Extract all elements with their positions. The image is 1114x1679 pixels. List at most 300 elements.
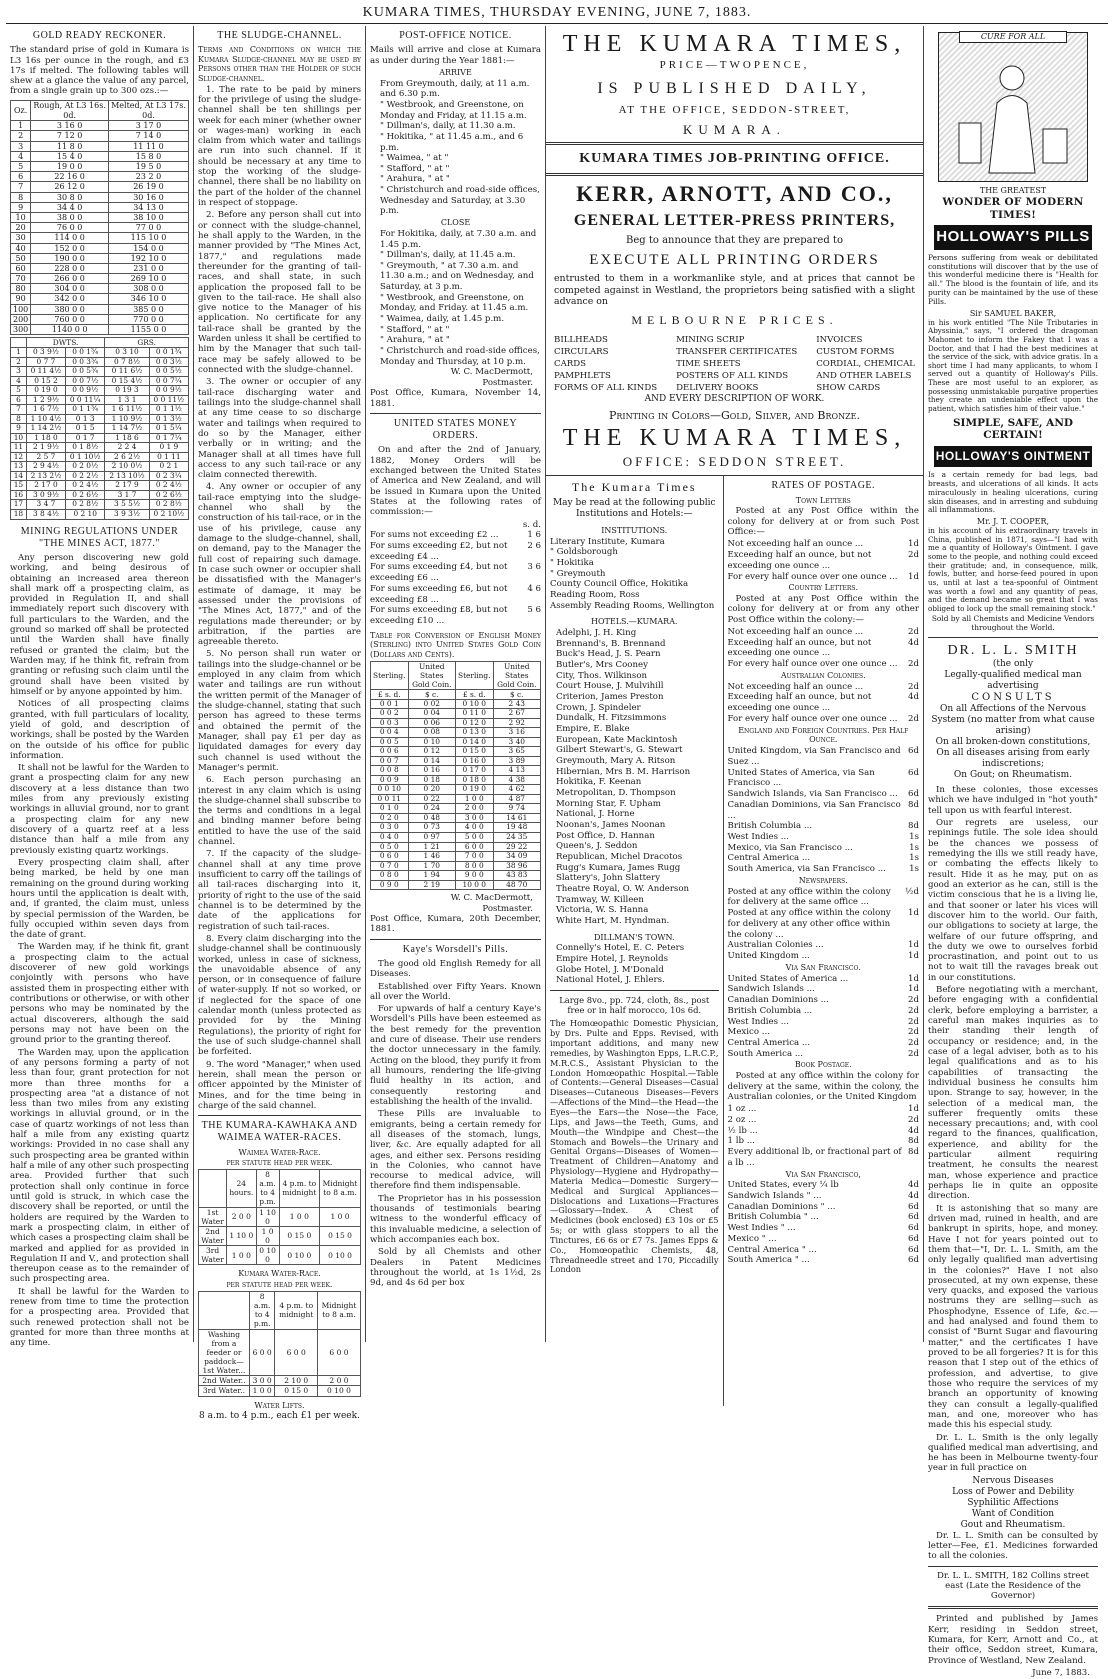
sf2-rate-label: United States, every ¼ lb — [727, 1180, 839, 1191]
town-rate-value: 1d — [908, 571, 919, 582]
book-rate-value: 1d — [908, 1104, 919, 1115]
waimea-row-cell: 2nd Water — [199, 1226, 227, 1245]
book-intro: Posted at any office within the colony for delivery at the same, within the colony, the Australian colonies, or the United Kingdom — [727, 1071, 919, 1102]
dwt-row-cell: 0 0 3¾ — [66, 357, 105, 367]
oz-row-cell: 154 0 0 — [108, 243, 188, 253]
dwt-row-cell: 6 — [11, 395, 27, 405]
oz-row — [11, 131, 189, 141]
seated-figure-icon — [939, 33, 1085, 179]
dwt-row-cell: 0 0 1¾ — [66, 348, 105, 358]
news-rate-label: United Kingdom ... — [727, 951, 810, 962]
oz-row-cell: 3 17 0 — [108, 121, 188, 131]
dwt-row-cell: 0 19 0 — [26, 386, 65, 396]
waimea-row-cell: 0 10 0 — [279, 1246, 319, 1265]
hotel-item: Gilbert Stewart's, G. Stewart — [556, 745, 683, 756]
column-3 — [366, 26, 546, 1342]
cooper-text: in his account of his extraordinary travels in China, published in 1871, says—"I had with me a quantity of Holloway's Ointment. I gave some to the people, and nothing could exceed their gratitude; and, in consequence, milk, fowls, butter, and horse-feed poured in upon us, until at last a tea-spoonful of Ointment was worth a fowl and any quantity of peas, and the demand became so great that I was obliged to lock up the small remaining stock." — [928, 526, 1098, 613]
dwt-row-cell: 2 — [11, 357, 27, 367]
column-6 — [924, 26, 1102, 1679]
conv-row-cell: 0 0 6 — [371, 747, 409, 757]
oz-row-cell: 770 0 0 — [108, 314, 188, 324]
oz-row-cell: 760 0 0 — [31, 314, 109, 324]
country-rate-value: 2d — [908, 626, 919, 637]
conv-row-cell: 2 19 — [408, 880, 455, 890]
conv-u1: $ c. — [408, 689, 455, 699]
conv-row-cell: 0 0 8 — [371, 766, 409, 776]
print-date: June 7, 1883. — [1032, 1668, 1090, 1679]
disease-item: Want of Condition — [971, 1508, 1055, 1519]
waimea-row — [199, 1246, 361, 1265]
dwt-row-cell: 0 2 4½ — [149, 481, 188, 491]
conv-row — [371, 709, 541, 719]
column-2 — [194, 26, 366, 1422]
hotel-item: Buck's Head, J. S. Pearn — [556, 649, 661, 660]
conv-row-cell: 48 70 — [493, 880, 540, 890]
conv-row-cell: 1 0 0 — [456, 794, 494, 804]
aus-rate-label: Not exceeding half an ounce ... — [727, 681, 864, 692]
hotel-item: Hibernian, Mrs B. M. Harrison — [556, 766, 691, 777]
execute-text: EXECUTE ALL PRINTING ORDERS — [589, 252, 880, 269]
dwt-row-cell: 0 2 1 — [149, 462, 188, 472]
po-date: Post Office, Kumara, November 14, 1881. — [370, 388, 541, 409]
oz-row-cell: 9 — [11, 202, 31, 212]
dwt-row-cell: 1 6 7½ — [26, 405, 65, 415]
us-rate-value: 1 6 — [527, 530, 541, 541]
dwt-row-cell: 0 15 2 — [26, 376, 65, 386]
waimea-per: per statute head per week. — [226, 1158, 333, 1168]
oz-row-cell: 228 0 0 — [31, 263, 109, 273]
hotel-item: White Hart, M. Hyndman. — [556, 915, 670, 926]
oz-row-cell: 300 — [11, 325, 31, 335]
waimea-row-cell: 2 0 0 — [227, 1207, 256, 1226]
book-rate — [728, 1115, 919, 1126]
hotel-item: Crown, J. Spindeler — [556, 702, 641, 713]
gold-intro: The standard prise of gold in Kumara is L3 16s per ounce in the rough, and £3 17s if melted. The following tables will shew at a glance the value of any parcel, from a single grain up to 300 ozs.:— — [10, 45, 189, 97]
conv-row-cell: 0 1 0 — [371, 804, 409, 814]
dillman-list — [550, 943, 719, 986]
dwts-label: DWTS. — [26, 338, 104, 348]
institution-item: County Council Office, Hokitika — [550, 579, 689, 590]
oz-row — [11, 294, 189, 304]
dwt-row-cell: 2 1 9½ — [26, 443, 65, 453]
us-rate — [370, 605, 541, 626]
hotel-item: Morning Star, F. Upham — [556, 798, 661, 809]
dwt-row-cell: 0 0 11½ — [149, 395, 188, 405]
sf-rate-label: Mexico ... — [727, 1027, 770, 1038]
dwt-row-cell: 0 1 3½ — [149, 414, 188, 424]
book-postage: Book Postage. — [794, 1060, 852, 1070]
conv-u2: £ s. d. — [456, 689, 494, 699]
book-rate-label: 1 oz ... — [727, 1104, 757, 1115]
smith-address: Dr. L. L. SMITH, 182 Collins street east (Late the Residence of the Governor) — [936, 1570, 1090, 1602]
dwt-row-cell: 0 1 3 — [66, 414, 105, 424]
eng-rate — [728, 853, 919, 864]
oz-row-cell: 4 — [11, 151, 31, 161]
kumara-row — [199, 1376, 361, 1386]
oz-row — [11, 151, 189, 161]
oz-row — [11, 263, 189, 273]
pills-text: Persons suffering from weak or debilitated constitutions will discover that by the use of this wonderful medicine there is "Health for all." The blood is the fountain of life, and its purity can be maintained by the use of these Pills. — [928, 252, 1098, 307]
oz-row-cell: 38 10 0 — [108, 212, 188, 222]
sf2-rate-value: 6d — [908, 1233, 919, 1244]
dwt-row-cell: 0 7 7 — [26, 357, 65, 367]
town-rate-value: 2d — [908, 550, 919, 561]
oz-row — [11, 233, 189, 243]
sold-by: Sold by all Chemists and Medicine Vendors throughout the World. — [931, 614, 1095, 633]
hotel-item: Theatre Royal, O. W. Anderson — [556, 883, 690, 894]
dwt-row-cell: 7 — [11, 405, 27, 415]
conv-row-cell: 0 14 — [408, 756, 455, 766]
us-rate-value: 3 6 — [527, 562, 541, 573]
sf-rate — [728, 1038, 919, 1049]
oz-row-cell: 7 12 0 — [31, 131, 109, 141]
kt-price: PRICE—TWOPENCE, — [659, 59, 810, 72]
large-8vo: Large 8vo., pp. 724, cloth, 8s., post free or in half morocco, 10s 6d. — [559, 994, 710, 1016]
oz-col: Oz. — [11, 100, 31, 121]
country-rate-label: Not exceeding half an ounce ... — [727, 626, 864, 637]
sf2-rate-value: 6d — [908, 1244, 919, 1255]
disease-item: Syphilitic Affections — [967, 1497, 1059, 1508]
conv-row-cell: 5 0 0 — [456, 833, 494, 843]
dwt-row-cell: 0 2 10 — [66, 509, 105, 519]
conv-row-cell: 1 70 — [408, 861, 455, 871]
conv-h3: United States Gold Coin. — [493, 661, 540, 689]
smith-only: (the only — [992, 659, 1034, 670]
kumara-row-cell: 3rd Water.. — [199, 1386, 250, 1396]
book-rate-value: 2d — [908, 1114, 919, 1125]
kumara-row-cell: 0 10 0 — [317, 1386, 360, 1396]
kumara-per: per statute head per week. — [226, 1280, 333, 1290]
dwt-row-cell: 2 5 7 — [26, 452, 65, 462]
institution-item: Reading Room, Ross — [550, 590, 640, 601]
disease-item: Loss of Power and Debility — [952, 1486, 1074, 1497]
waimea-table — [198, 1169, 361, 1265]
oz-row-cell: 11 8 0 — [31, 141, 109, 151]
conv-row-cell: 0 17 0 — [456, 766, 494, 776]
close-line: " Christchurch and road-side offices, Monday and Thursday, at 10 p.m. — [380, 346, 540, 367]
dwt-row-cell: 1 2 9½ — [26, 395, 65, 405]
us-rate-value: 4 6 — [527, 583, 541, 594]
arrive-line: " Christchurch and road-side offices, Wednesday and Saturday, at 3.30 p.m. — [380, 185, 540, 217]
oz-row-cell: 308 0 0 — [108, 284, 188, 294]
oz-row-cell: 200 — [11, 314, 31, 324]
dwt-row-cell: 1 10 4½ — [26, 414, 65, 424]
conv-row-cell: 1 46 — [408, 852, 455, 862]
sf-rate-label: South America ... — [727, 1048, 804, 1059]
hdr-1: 8 a.m. to 4 p.m. — [256, 1170, 279, 1208]
eng-rate-label: Mexico, via San Francisco ... — [727, 842, 853, 853]
conv-row — [371, 728, 541, 738]
sf-rate-label: United States of America ... — [727, 973, 849, 984]
cooper-name: Mr. J. T. COOPER, — [976, 517, 1050, 527]
conv-row-cell: 0 15 0 — [456, 747, 494, 757]
dwt-row-cell: 0 2 4½ — [66, 481, 105, 491]
dwt-row — [11, 462, 189, 472]
eng-rate-value: 6d — [908, 746, 919, 757]
close-label: CLOSE — [440, 218, 471, 228]
dwt-row-cell: 3 0 9½ — [26, 490, 65, 500]
homeopathic-text: The Homœopathic Domestic Physician, by Drs. Pulte and Epps. Revised, with important additions, and many new remedies, by Washington Epps, L.R.C.P., M.R.C.S., Assistant Physician to the London Homœopathic Hospital.—Table of Contents:—General Diseases—Casual Diseases—Cutaneous Diseases—Fevers—Affections of the Mind—the Head—the Eyes—the Ears—the Nose—the Face, Lips, and Jaws—the Teeth, Gums, and Mouth—the Windpipe and Chest—the Stomach and Bowels—the Urinary and Genital Organs—Diseases of Women—Treatment of Children—Anatomy and Physiology—Hygiene and Hydropathy—Materia Medica—Domestic Surgery—Medical and Surgical Appliances—Dislocations and Luxations—Fractures—Glossary—Index. A Chest of Medicines (book enclosed) £3 10s or £5 5s; or with glass stoppers to all the Tinctures, £6 6s or £7 7s. James Epps & Co., Homœopathic Chemists, 48, Threadneedle street and 170, Piccadilly London — [550, 1018, 719, 1275]
conv-row-cell: 0 11 0 — [456, 709, 494, 719]
broken-down: On all broken-down constitutions, On all diseases arising from early indiscretions; — [935, 737, 1091, 770]
town-letters: Town Letters — [795, 495, 851, 505]
waimea-title: Waimea Water-Race. — [238, 1147, 321, 1157]
oz-row-cell: 20 — [11, 223, 31, 233]
sf2-rate-label: West Indies " ... — [727, 1223, 796, 1234]
conv-row-cell: 3 65 — [493, 747, 540, 757]
oz-row-cell: 115 10 0 — [108, 233, 188, 243]
conv-row-cell: 0 2 0 — [371, 813, 409, 823]
mining-paragraph: It shall not be lawful for the Warden to grant a prospecting claim for any new discovery at a less distance than two miles from any previously existing workings in alluvial ground, nor to grant a prospecting claim for any new discovery of a quartz reef at a less distance than half a mile from any previously existing quartz workings. — [10, 763, 189, 856]
service-item: SHOW CARDS — [816, 382, 881, 393]
sf-rows — [728, 974, 919, 1060]
conv-row-cell: 2 43 — [493, 699, 540, 709]
sludge-paragraph: 4. Any owner or occupier of any tail-race emptying into the sludge-channel who shall by the construction of his tail-race, or in the use of his privilege, cause any damage to the sludge-channel, shall, on demand, pay to the Manager the full cost of repairing such damage. In case such owner or occupier shall be dissatisfied with the Manager's estimate of damage, it may be assessed under the provisions of "The Mines Act, 1877," and of the regulations made thereunder; or by arbitration, if the parties are agreeable thereto. — [198, 482, 361, 648]
dwt-row-cell: 0 3 10 — [105, 348, 149, 358]
dillman-item: Empire Hotel, J. Reynolds — [556, 953, 669, 964]
sludge-paragraph: 9. The word "Manager," when used herein, shall mean the person or officer appointed by the Minister of Mines, and for the time being in charge of the said channel. — [198, 1059, 361, 1111]
dwt-row-cell: 9 — [11, 424, 27, 434]
conv-row-cell: 0 10 — [408, 737, 455, 747]
sf-rate — [728, 984, 919, 995]
dillman-item: Globe Hotel, J. M'Donald — [556, 964, 664, 975]
oz-row-cell: 3 16 0 — [31, 121, 109, 131]
oz-row — [11, 223, 189, 233]
conv-row-cell: 0 06 — [408, 718, 455, 728]
sf2-rate-label: Mexico " ... — [727, 1233, 777, 1244]
hotel-item: Criterion, James Preston — [556, 692, 664, 703]
waimea-row-cell: 0 10 0 — [256, 1246, 279, 1265]
conv-row-cell: 0 16 — [408, 766, 455, 776]
conv-row-cell: 24 35 — [493, 833, 540, 843]
country-rate-value: 4d — [908, 637, 919, 648]
eng-rate-value: 6d — [908, 767, 919, 778]
kumara-row-cell: 0 15 0 — [275, 1386, 317, 1396]
oz-row — [11, 121, 189, 131]
conv-row-cell: 1 21 — [408, 842, 455, 852]
sf2-rate-value: 6d — [908, 1201, 919, 1212]
hotel-item: Metropolitan, D. Thompson — [556, 787, 676, 798]
oz-row-cell: 70 — [11, 274, 31, 284]
us-rate-label: For sums exceeding £6, but not exceeding £8 ... — [370, 583, 508, 605]
conv-row-cell: 0 20 — [408, 785, 455, 795]
waimea-row-cell: 3rd Water — [199, 1246, 227, 1265]
oz-row-cell: 19 5 0 — [108, 162, 188, 172]
dwt-row-cell: 0 2 2½ — [66, 471, 105, 481]
eng-rate-label: United Kingdom, via San Francisco and Suez ... — [727, 746, 901, 767]
eng-rows — [728, 746, 919, 875]
oz-row — [11, 304, 189, 314]
eng-rate-label: Canadian Dominions, via San Francisco ... — [727, 799, 901, 821]
us-rates — [370, 530, 541, 627]
every-desc: AND EVERY DESCRIPTION OF WORK. — [644, 393, 825, 404]
conv-row-cell: 0 22 — [408, 794, 455, 804]
disease-item: Nervous Diseases — [972, 1475, 1054, 1486]
smith-name: DR. L. L. SMITH — [947, 643, 1079, 659]
kumara-row-cell: Washing from a feeder or paddock—1st Water... — [199, 1329, 250, 1376]
conv-row-cell: 0 16 0 — [456, 756, 494, 766]
dwt-row-cell: 1 14 2½ — [26, 424, 65, 434]
conv-row-cell: 0 24 — [408, 804, 455, 814]
conv-u0: £ s. d. — [371, 689, 409, 699]
kt-office: AT THE OFFICE, SEDDON-STREET, — [618, 104, 851, 117]
oz-row-cell: 380 0 0 — [31, 304, 109, 314]
close-line: " Westbrook, and Greenstone, on Monday, and Friday. at 11.45 a.m. — [380, 292, 529, 314]
us-rate-label: For sums exceeding £4, but not exceeding £6 ... — [370, 562, 508, 584]
conv-row-cell: 7 0 0 — [456, 852, 494, 862]
service-item: CIRCULARS — [554, 346, 609, 357]
close-list — [370, 229, 541, 368]
holloways-pills-banner: HOLLOWAY'S PILLS — [934, 225, 1092, 249]
kaye-paragraph: Sold by all Chemists and other Dealers in Patent Medicines throughout the world, at 1s 1½d, 2s 9d, and 4s 6d per box — [370, 1247, 541, 1289]
sf2-rows — [728, 1180, 919, 1266]
mining-paragraph: It shall be lawful for the Warden to renew from time to time the protection for a prospecting area. Provided that such renewed protection shall not be granted for more than three months at any time. — [10, 1286, 189, 1349]
conv-row-cell: 2 0 0 — [456, 804, 494, 814]
oz-row-cell: 5 — [11, 162, 31, 172]
oz-row-cell: 76 0 0 — [31, 223, 109, 233]
hotel-item: Noonan's, James Noonan — [556, 819, 666, 830]
arrive-line: " Waimea, " at " — [380, 153, 449, 164]
hotel-item: City, Thos. Wilkinson — [556, 670, 648, 681]
oz-row-cell: 266 0 0 — [31, 274, 109, 284]
dwt-row-cell: 11 — [11, 443, 27, 453]
institution-item: " Hokitika — [550, 558, 594, 569]
conv-row — [371, 833, 541, 843]
dillman-item: National Hotel, J. Ehlers. — [556, 975, 665, 986]
conv-row-cell: 6 0 0 — [456, 842, 494, 852]
dwt-row-cell: 0 0 7¼ — [149, 376, 188, 386]
hotel-item: Tramway, W. Killeen — [556, 894, 644, 905]
oz-row-cell: 11 11 0 — [108, 141, 188, 151]
conv-row-cell: 14 61 — [493, 813, 540, 823]
us-rate-label: For sums exceeding £8, but not exceeding £10 ... — [370, 605, 508, 627]
dwt-row-cell: 1 — [11, 348, 27, 358]
aus-colonies: Australian Colonies. — [780, 670, 866, 680]
conv-row — [371, 785, 541, 795]
eng-rate — [728, 789, 919, 800]
conv-row-cell: 38 96 — [493, 861, 540, 871]
dwt-row-cell: 1 18 6 — [105, 433, 149, 443]
conv-row-cell: 0 5 0 — [371, 842, 409, 852]
oz-row-cell: 2 — [11, 131, 31, 141]
hdr-3: Midnight to 8 a.m. — [320, 1170, 361, 1208]
arrive-line: From Greymouth, daily, at 11 a.m. and 6.30 p.m. — [380, 78, 530, 100]
smith-paragraph: It is astonishing that so many are driven mad, ruined in health, and are bankrupt in spirits, hope, and money. Have I not for years pointed out to them that—"I, Dr. L. L. Smith, am the only legally qualified man advertising in the colonies?" Have I not also prosecuted, at my own expense, these very quacks, and exposed the various nostrums they are selling—such as Phosphodyne, Essence of Life, &c.—and had analysed and found them to consist of "Burnt Sugar and flavouring matter," and the certificates I have proved to be all forgeries? It is for this reason that I step out of the ethics of profession, and advertise, to give those who require the services of my branch an opportunity of knowing they can consult a legally-qualified man, and one, moreover who has made this his especial study. — [928, 1203, 1098, 1431]
conv-row-cell: 0 7 0 — [371, 861, 409, 871]
institutions-label: INSTITUTIONS. — [601, 526, 668, 536]
lifts-title: Water Lifts. — [254, 1400, 305, 1410]
book-rate — [728, 1147, 919, 1168]
dwt-row-cell: 0 0 7½ — [66, 376, 105, 386]
conv-row-cell: 0 0 10 — [371, 785, 409, 795]
smith-paragraphs — [928, 785, 1098, 1474]
kaye-paragraph: For upwards of half a century Kaye's Worsdell's Pills have been esteemed as the best remedy for the prevention and cure of disease. Their use renders the doctor unnecessary in the family. Acting on the blood, they purify it from all humours, rendering the life-giving fluid healthy in its action, and consequently restoring and establishing the health of the invalid. — [370, 1004, 541, 1107]
dwt-row-cell: 12 — [11, 452, 27, 462]
book-rows — [728, 1104, 919, 1168]
hotels-label: HOTELS.—KUMARA. — [591, 617, 678, 627]
oz-row-cell: 23 2 0 — [108, 172, 188, 182]
service-item: TRANSFER CERTIFICATES — [676, 346, 798, 357]
dwt-row-cell: 0 2 3¼ — [149, 471, 188, 481]
service-item: FORMS OF ALL KINDS — [554, 382, 658, 393]
eng-rate — [728, 800, 919, 821]
conv-row-cell: 0 12 0 — [456, 718, 494, 728]
institution-item: " Greymouth — [550, 568, 606, 579]
oint-text: Is a certain remedy for bad legs, bad breasts, and ulcerations of all kinds. It acts miraculously in healing ulcerations, curing skin diseases, and in arresting and subduing all inflammations. — [928, 469, 1098, 515]
grs-label: GRS. — [105, 338, 189, 348]
town-rate-label: Not exceeding half an ounce ... — [727, 539, 864, 550]
sf-rate — [728, 1027, 919, 1038]
oz-row-cell: 26 19 0 — [108, 182, 188, 192]
conv-row-cell: 0 0 2 — [371, 709, 409, 719]
eng-rate-label: British Columbia ... — [727, 821, 813, 832]
sf-rate-label: British Columbia ... — [727, 1005, 813, 1016]
institutions-list — [550, 537, 719, 612]
sludge-paragraph: 7. If the capacity of the sludge-channel shall at any time prove insufficient to carry off the tailings of all tail-races discharging into it, priority of right to the use of the said channel is to be determined by the date of the applications for registration of such tail-races. — [198, 849, 361, 932]
oz-row-cell: 190 0 0 — [31, 253, 109, 263]
dwt-row-cell: 0 1 5 — [66, 424, 105, 434]
oz-row-cell: 30 — [11, 233, 31, 243]
kumara-row-cell: 6 0 0 — [249, 1329, 275, 1376]
eng-rate-label: United States of America, via San Francisco ... — [727, 767, 875, 789]
dwt-row-cell: 8 — [11, 414, 27, 424]
us-date: Post Office, Kumara, 20th December, 1881. — [370, 914, 541, 935]
waimea-row-cell: 0 15 0 — [320, 1226, 361, 1245]
country-rate-value: 2d — [908, 659, 919, 670]
dwt-row-cell: 0 15 4½ — [105, 376, 149, 386]
us-signature-role: Postmaster. — [482, 903, 533, 914]
conv-row-cell: 4 62 — [493, 785, 540, 795]
kaye-paragraph: Established over Fifty Years. Known all over the World. — [370, 981, 541, 1002]
dwt-row-cell: 10 — [11, 433, 27, 443]
conv-row-cell: 0 10 0 — [456, 699, 494, 709]
us-rate — [370, 584, 541, 605]
dwt-row-cell: 0 1 10½ — [66, 452, 105, 462]
conv-row-cell: 0 02 — [408, 699, 455, 709]
conv-row-cell: 9 0 0 — [456, 871, 494, 881]
hotel-item: Hokitika, F. Keenan — [556, 777, 642, 788]
eng-foreign: England and Foreign Countries. Per Half Ounce. — [738, 725, 909, 745]
news-rate-value: ½d — [905, 886, 919, 897]
country-rate-label: Exceeding half an ounce, but not exceeding one ounce ... — [727, 637, 872, 659]
po-title: POST-OFFICE NOTICE. — [399, 30, 512, 41]
sf2-rate — [728, 1223, 919, 1234]
eng-rate-value: 6d — [908, 789, 919, 800]
kumara-table — [198, 1291, 361, 1397]
sf-rate-label: Central America ... — [727, 1037, 811, 1048]
dwt-row-cell: 0 1 9 — [149, 443, 188, 453]
us-rate — [370, 541, 541, 562]
us-money-title: UNITED STATES MONEY ORDERS. — [393, 417, 518, 442]
dwt-row-cell: 13 — [11, 462, 27, 472]
sludge-intro: Terms and Conditions on which the Kumara Sludge-channel may be used by Persons other than the Holder of such Sludge-channel. — [198, 45, 361, 83]
kaye-paragraph: The Proprietor has in his possession thousands of testimonials bearing witness to the wonderful efficacy of this invaluable medicine, a selection of which accompanies each box. — [370, 1193, 541, 1245]
book-rate — [728, 1136, 919, 1147]
oz-row — [11, 274, 189, 284]
news-rate-label: Australian Colonies ... — [727, 940, 824, 951]
kt-published: IS PUBLISHED DAILY, — [597, 79, 872, 97]
dwt-row-cell: 0 1 7 — [66, 433, 105, 443]
dwt-row-cell: 3 1 7 — [105, 490, 149, 500]
smith-paragraph: Dr. L. L. Smith is the only legally qualified medical man advertising, and he has been in Melbourne twenty-four year in full practice on — [928, 1432, 1098, 1474]
conv-row — [371, 852, 541, 862]
dwt-row-cell: 0 1 1¾ — [66, 405, 105, 415]
hotel-item: Republican, Michel Dracotos — [556, 851, 683, 862]
kt-office-2: OFFICE: SEDDON STREET. — [622, 453, 847, 469]
oz-row-cell: 231 0 0 — [108, 263, 188, 273]
dwt-row-cell: 0 11 4½ — [26, 367, 65, 377]
country-rate-label: For every half ounce over one ounce ... — [727, 659, 898, 670]
